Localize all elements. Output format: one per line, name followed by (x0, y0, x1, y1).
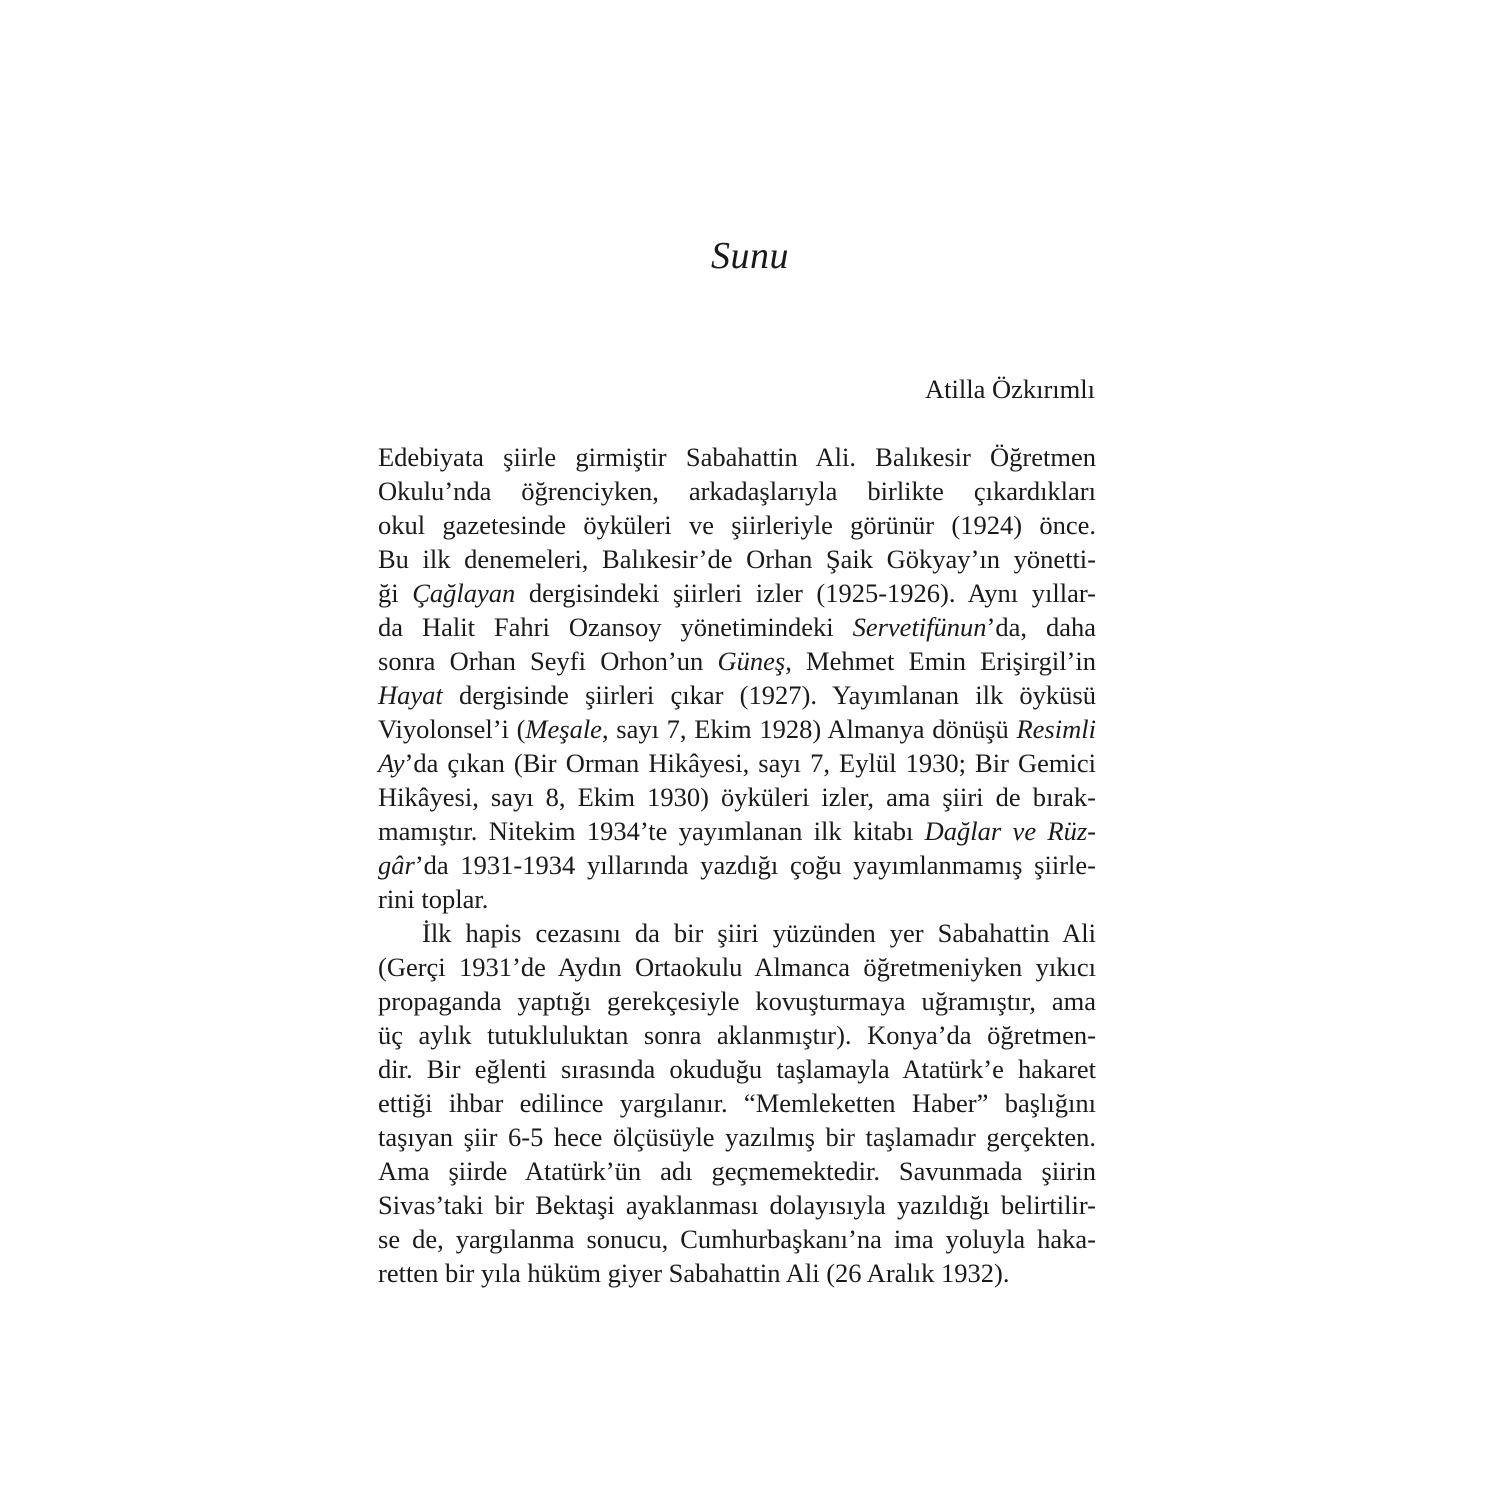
text-run: ği (378, 578, 413, 608)
text-run: Hikâyesi, sayı 8, Ekim 1930) öyküleri izler, ama şiiri de bırak- (378, 782, 1096, 812)
text-run: mamıştır. Nitekim 1934’te yayımlanan ilk kitabı (378, 816, 925, 846)
italic-title: Resimli (1016, 714, 1096, 744)
text-run: Viyolonsel’i ( (378, 714, 526, 744)
text-line (378, 508, 1096, 542)
text-line (378, 950, 1096, 984)
text-run: , Mehmet Emin Erişirgil’in (785, 646, 1096, 676)
text-run: propaganda yaptığı gerekçesiyle kovuşturmaya uğramıştır, ama (378, 986, 1096, 1016)
text-line (378, 1154, 1096, 1188)
text-line (378, 1188, 1096, 1222)
text-run: Bu ilk denemeleri, Balıkesir’de Orhan Şaik Gökyay’ın yönetti- (378, 544, 1096, 574)
italic-title: gâr (378, 850, 415, 880)
text-run: Ama şiirde Atatürk’ün adı geçmemektedir. Savunmada şiirin (378, 1156, 1096, 1186)
text-run: da Halit Fahri Ozansoy yönetimindeki (378, 612, 853, 642)
text-line (378, 916, 1096, 950)
text-run: ’da, daha (986, 612, 1096, 642)
italic-title: Dağlar ve Rüz- (924, 816, 1096, 846)
text-run: Okulu’nda öğrenciyken, arkadaşlarıyla birlikte çıkardıkları (378, 476, 1096, 506)
text-line (378, 848, 1096, 882)
text-run: retten bir yıla hüküm giyer Sabahattin Ali (26 Aralık 1932). (378, 1258, 1010, 1288)
text-line (378, 1222, 1096, 1256)
text-line (378, 1256, 1096, 1290)
italic-title: Ay (378, 748, 405, 778)
text-line (378, 678, 1096, 712)
text-run: ’da çıkan (Bir Orman Hikâyesi, sayı 7, Eylül 1930; Bir Gemici (404, 748, 1096, 778)
chapter-title: Sunu (711, 235, 789, 277)
text-line (378, 780, 1096, 814)
text-run: se de, yargılanma sonucu, Cumhurbaşkanı’na ima yoluyla haka- (378, 1224, 1096, 1254)
text-line (378, 712, 1096, 746)
text-line (378, 542, 1096, 576)
paragraph (378, 440, 1096, 916)
italic-title: Meşale (525, 714, 602, 744)
text-run: ’da 1931-1934 yıllarında yazdığı çoğu yayımlanmamış şiirle- (414, 850, 1096, 880)
text-run: , sayı 7, Ekim 1928) Almanya dönüşü (601, 714, 1017, 744)
text-run: üç aylık tutukluluktan sonra aklanmıştır). Konya’da öğretmen- (378, 1020, 1096, 1050)
text-line (378, 984, 1096, 1018)
text-run: İlk hapis cezasını da bir şiiri yüzünden yer Sabahattin Ali (422, 918, 1096, 948)
italic-title: Servetifünun (852, 612, 987, 642)
text-run: dergisindeki şiirleri izler (1925-1926). Aynı yıllar- (515, 578, 1096, 608)
text-line (378, 1086, 1096, 1120)
text-line (378, 814, 1096, 848)
text-line (378, 576, 1096, 610)
text-run: taşıyan şiir 6-5 hece ölçüsüyle yazılmış bir taşlamadır gerçekten. (378, 1122, 1096, 1152)
italic-title: Çağlayan (412, 578, 516, 608)
text-line (378, 644, 1096, 678)
text-line (378, 610, 1096, 644)
text-line (378, 1018, 1096, 1052)
body-text (378, 440, 1096, 1290)
italic-title: Hayat (378, 680, 443, 710)
text-run: Edebiyata şiirle girmiştir Sabahattin Ali. Balıkesir Öğretmen (378, 442, 1096, 472)
text-run: sonra Orhan Seyfi Orhon’un (378, 646, 718, 676)
text-line (378, 440, 1096, 474)
text-run: dir. Bir eğlenti sırasında okuduğu taşlamayla Atatürk’e hakaret (378, 1054, 1096, 1084)
text-line (378, 474, 1096, 508)
text-line (378, 1052, 1096, 1086)
italic-title: Güneş (717, 646, 786, 676)
text-run: ettiği ihbar edilince yargılanır. “Memleketten Haber” başlığını (378, 1088, 1096, 1118)
text-run: (Gerçi 1931’de Aydın Ortaokulu Almanca öğretmeniyken yıkıcı (378, 952, 1096, 982)
text-line (378, 1120, 1096, 1154)
text-run: dergisinde şiirleri çıkar (1927). Yayımlanan ilk öyküsü (442, 680, 1096, 710)
text-run: rini toplar. (378, 884, 489, 914)
paragraph (378, 916, 1096, 1290)
text-line (378, 882, 1096, 916)
text-run: Sivas’taki bir Bektaşi ayaklanması dolayısıyla yazıldığı belirtilir- (378, 1190, 1096, 1220)
text-run: okul gazetesinde öyküleri ve şiirleriyle görünür (1924) önce. (378, 510, 1096, 540)
text-line (378, 746, 1096, 780)
author-name: Atilla Özkırımlı (924, 374, 1095, 404)
